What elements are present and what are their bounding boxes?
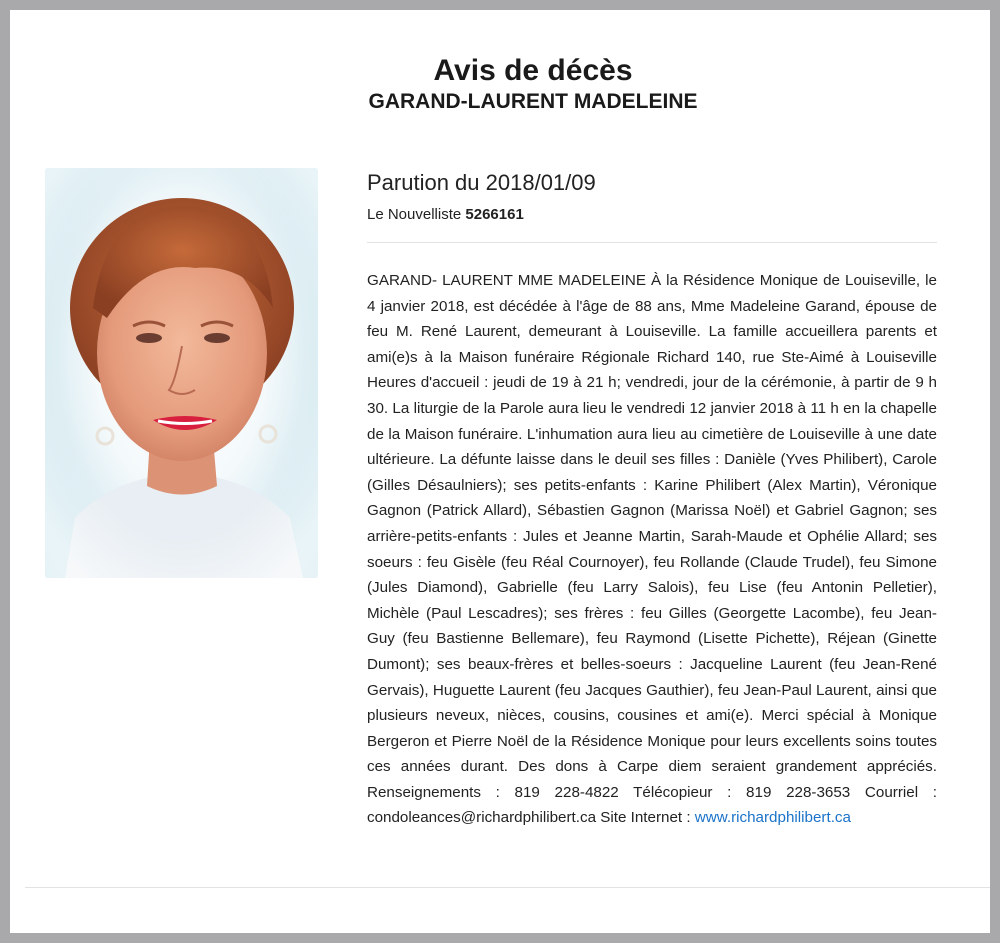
newspaper-source: [367, 206, 524, 223]
deceased-name: GARAND-LAURENT MADELEINE: [368, 90, 698, 113]
notice-number: 5266161: [465, 206, 524, 223]
obituary-page: [10, 10, 990, 933]
divider: [367, 242, 937, 243]
page-title: Avis de décès: [433, 54, 633, 87]
footer-divider: [25, 887, 990, 888]
obituary-text: [367, 268, 937, 831]
website-link[interactable]: www.richardphilibert.ca: [694, 809, 851, 827]
deceased-portrait: [45, 168, 318, 578]
newspaper-name: Le Nouvelliste: [367, 206, 462, 223]
publication-date: Parution du 2018/01/09: [367, 170, 596, 195]
obituary-body: GARAND- LAURENT MME MADELEINE À la Résidence Monique de Louiseville, le 4 janvier 2018, est décédée à l'âge de 88 ans, Mme Madeleine Garand, épouse de feu M. René Laurent, demeurant à Louiseville. La famille accueillera parents et ami(e)s à la Maison funéraire Régionale Richard 140, rue Ste-Aimé à Louiseville Heures d'accueil : jeudi de 19 à 21 h; vendredi, jour de la cérémonie, à partir de 9 h 30. La liturgie de la Parole aura lieu le vendredi 12 janvier 2018 à 11 h en la chapelle de la Maison funéraire. L'inhumation aura lieu au cimetière de Louiseville à une date ultérieure. La défunte laisse dans le deuil ses filles : Danièle (Yves Philibert), Carole (Gilles Désaulniers); ses petits-enfants : Karine Philibert (Alex Martin), Véronique Gagnon (Patrick Allard), Sébastien Gagnon (Marissa Noël) et Gabriel Gagnon; ses arrière-petits-enfants : Jules et Jeanne Martin, Sarah-Maude et Ophélie Allard; ses soeurs : feu Gisèle (feu Réal Cournoyer), feu Rollande (Claude Trudel), feu Simone (Jules Diamond), Gabrielle (feu Larry Salois), feu Lise (feu Antonin Pelletier), Michèle (Paul Lescadres); ses frères : feu Gilles (Georgette Lacombe), feu Jean-Guy (feu Bastienne Bellemare), feu Raymond (Lisette Pichette), Réjean (Ginette Dumont); ses beaux-frères et belles-soeurs : Jacqueline Laurent (feu Jean-René Gervais), Huguette Laurent (feu Jacques Gauthier), feu Jean-Paul Laurent, ainsi que plusieurs neveux, nièces, cousins, cousines et ami(e). Merci spécial à Monique Bergeron et Pierre Noël de la Résidence Monique pour leurs excellents soins toutes ces années durant. Des dons à Carpe diem seraient grandement appréciés. Renseignements : 819 228-4822 Télécopieur : 819 228-3653 Courriel : condoleances@richardphilibert.ca Site Internet :: [367, 272, 937, 827]
